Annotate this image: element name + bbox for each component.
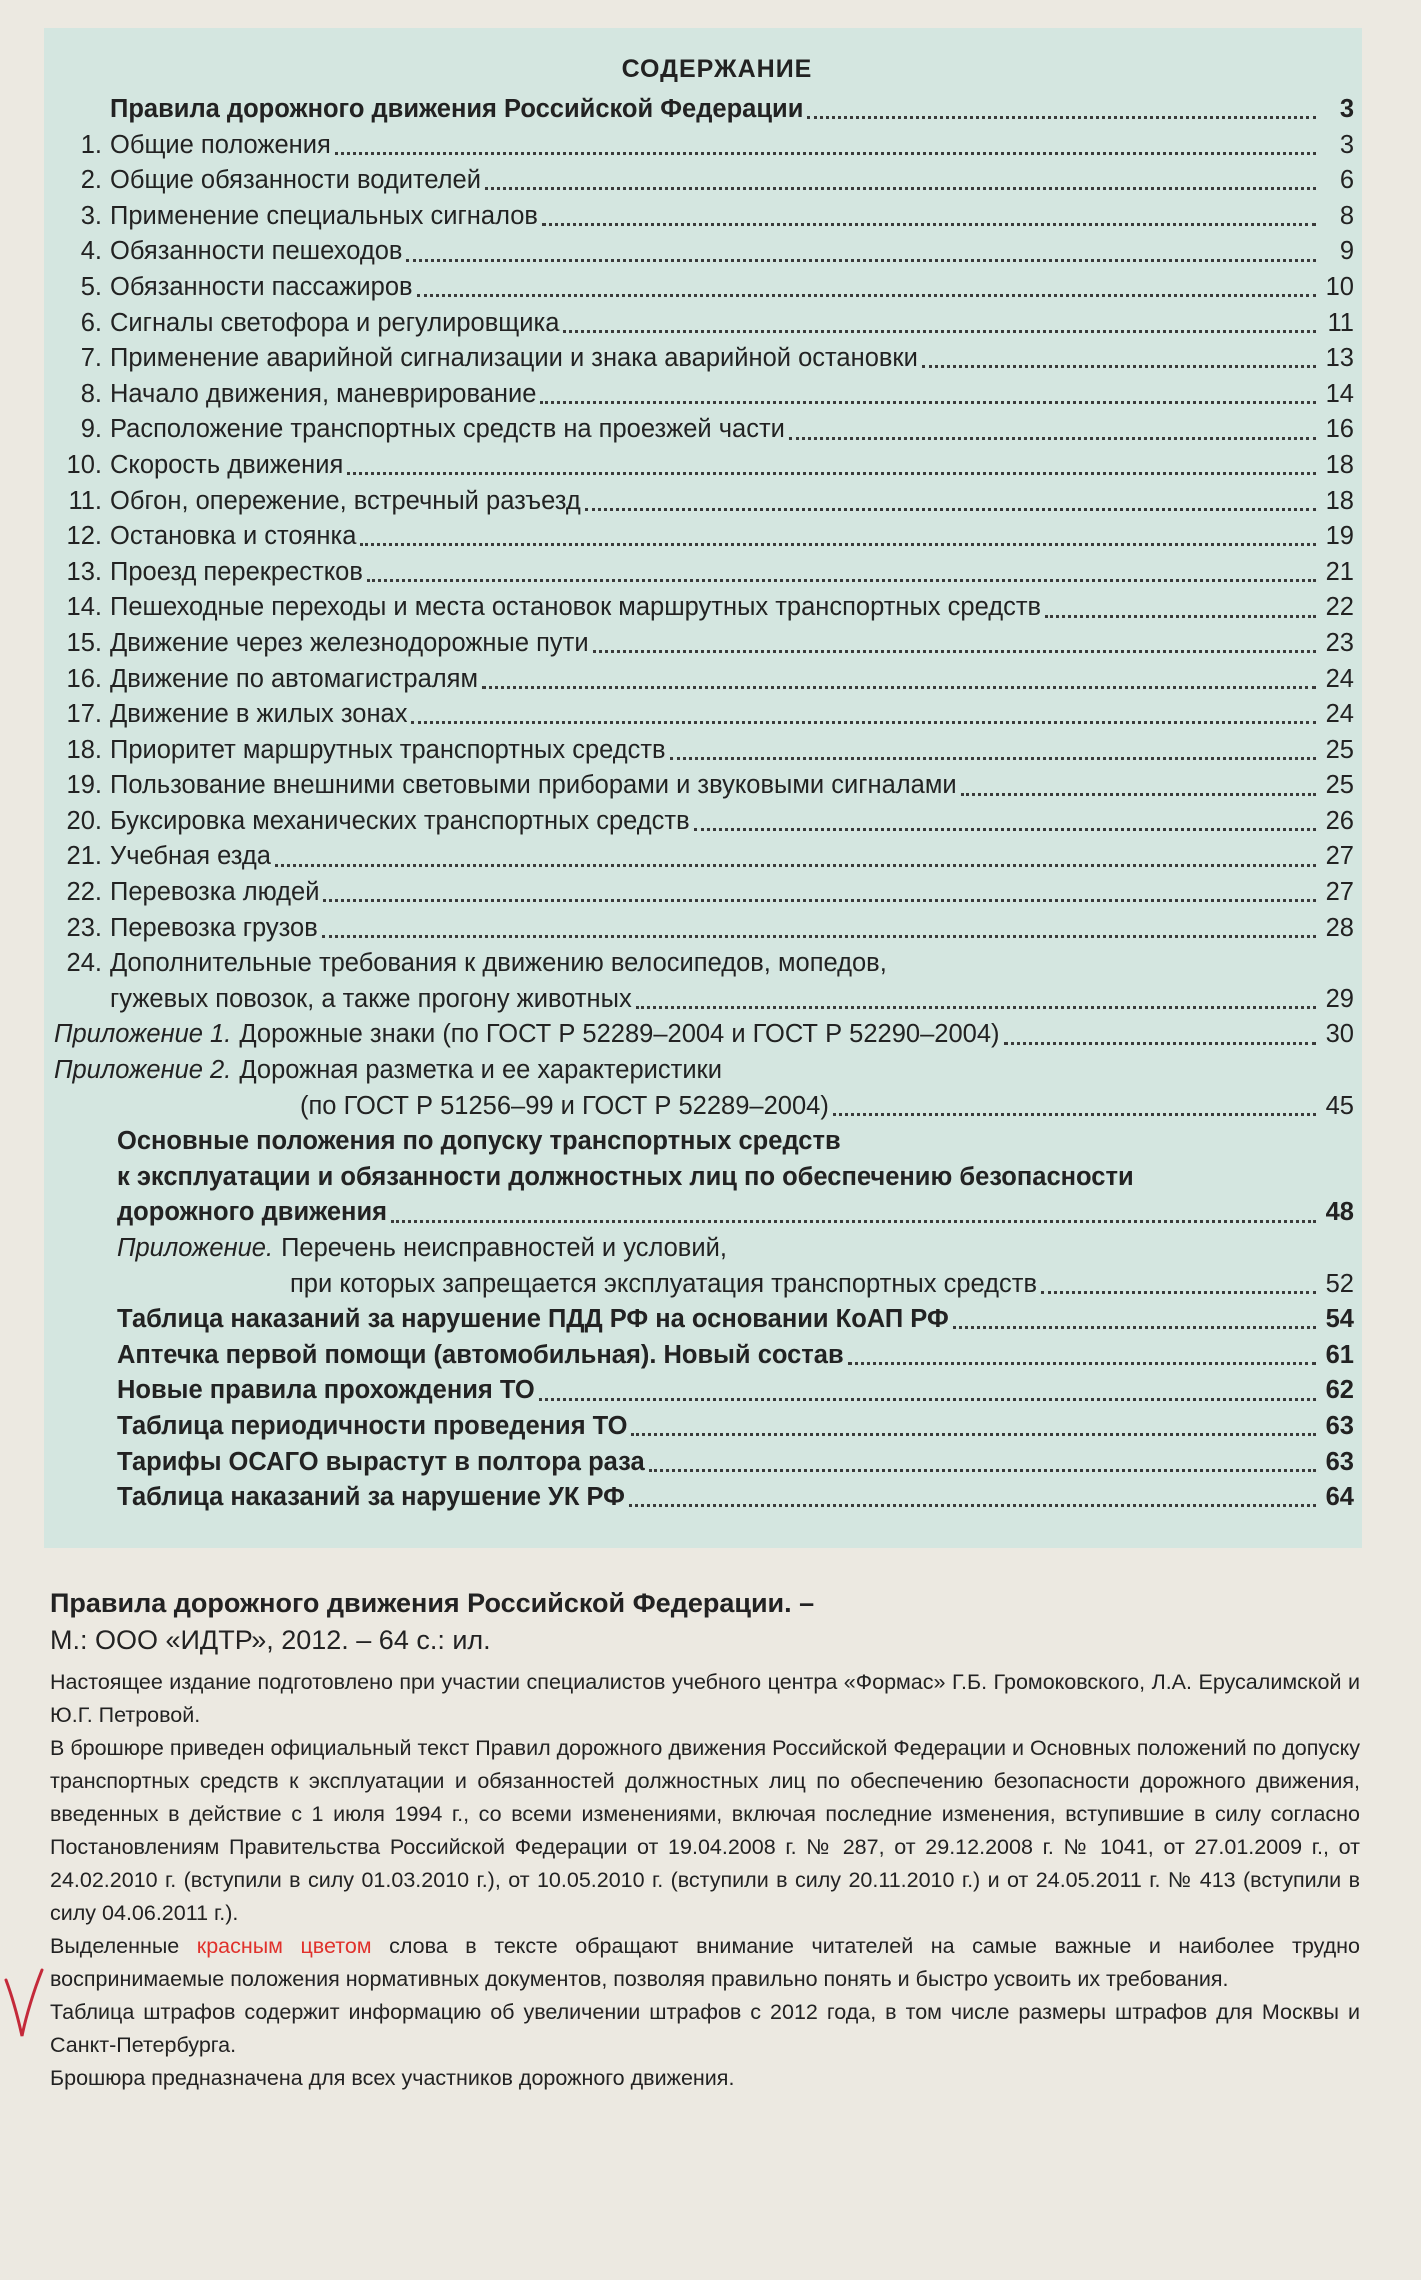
toc-number: 24. (66, 949, 102, 978)
toc-entry-title: Дополнительные требования к движению велосипедов, мопедов, (110, 949, 887, 978)
toc-page-number: 9 (1339, 237, 1354, 266)
toc-entry (50, 626, 1354, 662)
annotation-paragraph: Настоящее издание подготовлено при участии специалистов учебного центра «Формас» Г.Б. Громоковского, Л.А. Ерусалимской и Ю.Г. Петровой. (50, 1670, 1360, 1727)
dot-leader (636, 1006, 1316, 1009)
toc-page-number: 24 (1325, 664, 1354, 693)
biblio-title: Правила дорожного движения Российской Федерации. – (50, 1588, 815, 1618)
toc-page-number: 23 (1325, 628, 1354, 657)
toc-page-number: 18 (1325, 450, 1354, 479)
dot-leader (694, 828, 1316, 831)
dot-leader (593, 650, 1316, 653)
toc-entry-extra (50, 1338, 1354, 1374)
dot-leader (670, 757, 1316, 760)
toc-entry-24-continued (50, 982, 1354, 1018)
toc-entry (50, 128, 1354, 164)
toc-number: 18. (66, 735, 102, 764)
dot-leader (539, 1398, 1316, 1401)
toc-entry-basic-provisions (50, 1124, 1354, 1160)
annotation-paragraph (50, 1930, 1360, 1996)
toc-number: 1. (80, 130, 102, 159)
toc-entry-title: дорожного движения (117, 1198, 388, 1227)
dot-leader (367, 579, 1316, 582)
appendix-label: Приложение. (117, 1234, 274, 1262)
toc-entry-title: Таблица наказаний за нарушение ПДД РФ на основании КоАП РФ (117, 1305, 949, 1334)
toc-entry-extra (50, 1373, 1354, 1409)
dot-leader (1004, 1042, 1317, 1045)
toc-entry (50, 662, 1354, 698)
toc-page-number: 54 (1325, 1305, 1354, 1334)
dot-leader (417, 294, 1316, 297)
toc-entry-title: Общие положения (110, 130, 331, 159)
toc-entry (50, 306, 1354, 342)
dot-leader (629, 1504, 1316, 1507)
toc-page-number: 63 (1325, 1411, 1354, 1440)
toc-items-list (50, 128, 1354, 947)
toc-entry-title: Начало движения, маневрирование (110, 379, 537, 408)
toc-entry (50, 911, 1354, 947)
dot-leader (631, 1433, 1316, 1436)
toc-number: 23. (66, 913, 102, 942)
appendix-label: Приложение 2. (54, 1056, 232, 1085)
toc-entry-title: Перечень неисправностей и условий, (281, 1234, 727, 1262)
toc-entry-appendix-faults-continued (50, 1267, 1354, 1303)
toc-page-number: 14 (1325, 379, 1354, 408)
toc-entry-title: (по ГОСТ Р 51256–99 и ГОСТ Р 52289–2004) (300, 1091, 829, 1120)
toc-page-number: 11 (1327, 308, 1354, 337)
toc-entry-title: Обгон, опережение, встречный разъезд (110, 486, 581, 515)
toc-number: 21. (66, 842, 102, 871)
toc-heading: СОДЕРЖАНИЕ (621, 55, 813, 83)
toc-page-number: 64 (1325, 1483, 1354, 1512)
toc-entry-appendix-1 (50, 1017, 1354, 1053)
toc-entry (50, 484, 1354, 520)
toc-number: 2. (80, 166, 102, 195)
toc-entry-title: Проезд перекрестков (110, 557, 363, 586)
toc-page-number: 45 (1325, 1091, 1354, 1120)
toc-entry-title: Основные положения по допуску транспортных средств (117, 1127, 841, 1156)
toc-entry (50, 733, 1354, 769)
dot-leader (411, 721, 1316, 724)
annotation-paragraph: В брошюре приведен официальный текст Правил дорожного движения Российской Федерации и Основных положений по допуску транспортных средств к эксплуатации и обязанностей должностных лиц по обеспечению безопасности дорожного движения, введенных в действие с 1 июля 1994 г., со всеми изменениями, включая последние изменения, вступившие в силу согласно Постановлениям Правительства Российской Федерации от 19.04.2008 г. № 287, от 29.12.2008 г. № 1041, от 27.01.2009 г., от 24.02.2010 г. (вступили в силу 01.03.2010 г.), от 10.05.2010 г. (вступили в силу 20.11.2010 г.) и от 24.05.2011 г. № 413 (вступили в силу 04.06.2011 г.). (50, 1736, 1360, 1925)
toc-entry (50, 555, 1354, 591)
toc-entry-title: Дорожные знаки (по ГОСТ Р 52289–2004 и ГОСТ Р 52290–2004) (239, 1020, 1000, 1049)
toc-number: 3. (80, 201, 102, 230)
toc-number: 16. (66, 664, 102, 693)
toc-page-number: 61 (1325, 1340, 1354, 1369)
toc-entry-title: Скорость движения (110, 450, 344, 479)
toc-entry (50, 875, 1354, 911)
toc-page-number: 10 (1325, 272, 1354, 301)
annotation-text-fragment: слова в тексте обращают внимание читателей на самые важные и наиболее трудно воспринимаемые положения нормативных документов, позволяя правильно понять и быстро усвоить их требования. (50, 1934, 1361, 1991)
toc-number: 15. (66, 628, 102, 657)
toc-page-number: 3 (1339, 130, 1354, 159)
toc-entry-title: Приоритет маршрутных транспортных средств (110, 735, 666, 764)
toc-number: 10. (66, 450, 102, 479)
toc-number: 5. (80, 272, 102, 301)
dot-leader (961, 793, 1316, 796)
toc-number: 20. (66, 806, 102, 835)
toc-entry-title: Общие обязанности водителей (110, 166, 481, 195)
toc-page-number: 8 (1339, 201, 1354, 230)
toc-number: 8. (80, 379, 102, 408)
toc-entry-title: Учебная езда (110, 842, 271, 871)
toc-entry-title: Применение специальных сигналов (110, 201, 538, 230)
dot-leader (323, 899, 1316, 902)
toc-entry-title: Дорожная разметка и ее характеристики (239, 1056, 722, 1085)
toc-page-number: 19 (1325, 522, 1354, 551)
toc-entry-appendix-faults (50, 1231, 1354, 1267)
toc-page-number: 21 (1325, 557, 1354, 586)
dot-leader (953, 1326, 1316, 1329)
toc-page-number: 16 (1325, 415, 1354, 444)
dot-leader (848, 1362, 1316, 1365)
toc-entry-title: Расположение транспортных средств на проезжей части (110, 415, 785, 444)
toc-entry-title: к эксплуатации и обязанности должностных лиц по обеспечению безопасности (117, 1162, 1134, 1191)
handwritten-checkmark-icon (2, 1966, 46, 2046)
dot-leader (335, 152, 1316, 155)
toc-entry-title: Движение через железнодорожные пути (110, 628, 589, 657)
biblio-imprint: М.: ООО «ИДТР», 2012. – 64 с.: ил. (50, 1625, 491, 1655)
table-of-contents (44, 28, 1362, 1548)
toc-number: 12. (66, 522, 102, 551)
toc-entry-title: Правила дорожного движения Российской Федерации (110, 95, 804, 123)
dot-leader (585, 508, 1316, 511)
dot-leader (360, 543, 1316, 546)
dot-leader (833, 1113, 1316, 1116)
annotation-paragraph: Брошюра предназначена для всех участников дорожного движения. (50, 2066, 735, 2090)
appendix-label: Приложение 1. (54, 1020, 232, 1049)
dot-leader (482, 686, 1316, 689)
toc-entry-extra (50, 1445, 1354, 1481)
toc-entry (50, 839, 1354, 875)
toc-page-number: 27 (1325, 878, 1354, 907)
toc-extras-list (50, 1302, 1354, 1516)
toc-page-number: 63 (1325, 1447, 1354, 1476)
dot-leader (1045, 615, 1316, 618)
dot-leader (322, 935, 1316, 938)
toc-number: 14. (66, 593, 102, 622)
toc-entry (50, 270, 1354, 306)
toc-entry-title: Движение в жилых зонах (110, 700, 408, 729)
dot-leader (563, 330, 1316, 333)
toc-entry (50, 412, 1354, 448)
dot-leader (275, 864, 1316, 867)
toc-entry-basic-provisions-line3 (50, 1195, 1354, 1231)
dot-leader (649, 1469, 1316, 1472)
dot-leader (540, 401, 1316, 404)
toc-entry-title: Перевозка людей (110, 878, 320, 907)
toc-entry (50, 199, 1354, 235)
toc-entry-basic-provisions-line2 (50, 1160, 1354, 1196)
toc-entry-24 (50, 946, 1354, 982)
toc-entry-extra (50, 1409, 1354, 1445)
annotation-paragraph: Таблица штрафов содержит информацию об увеличении штрафов с 2012 года, в том числе размеры штрафов для Москвы и Санкт-Петербурга. (50, 2000, 1360, 2057)
dot-leader (807, 116, 1316, 119)
toc-page-number: 29 (1325, 984, 1354, 1013)
toc-page-number: 22 (1325, 593, 1354, 622)
toc-page-number: 24 (1325, 700, 1354, 729)
toc-entry (50, 804, 1354, 840)
dot-leader (406, 259, 1316, 262)
dot-leader (542, 223, 1316, 226)
toc-page-number: 26 (1325, 806, 1354, 835)
toc-entry-extra (50, 1302, 1354, 1338)
toc-entry-title: Таблица наказаний за нарушение УК РФ (117, 1483, 625, 1512)
toc-entry (50, 377, 1354, 413)
dot-leader (391, 1220, 1316, 1223)
toc-entry-title: Новые правила прохождения ТО (117, 1376, 535, 1405)
bibliographic-info (50, 1584, 1360, 2095)
toc-entry-title: при которых запрещается эксплуатация транспортных средств (290, 1269, 1037, 1298)
toc-entry-title: Сигналы светофора и регулировщика (110, 308, 560, 337)
toc-entry (50, 519, 1354, 555)
toc-entry-title: Применение аварийной сигнализации и знака аварийной остановки (110, 344, 918, 373)
toc-page-number: 48 (1325, 1198, 1354, 1227)
toc-entry (50, 697, 1354, 733)
toc-entry (50, 234, 1354, 270)
toc-entry-title: Пользование внешними световыми приборами и звуковыми сигналами (110, 771, 957, 800)
toc-number: 4. (80, 237, 102, 266)
toc-entry-title: Обязанности пешеходов (110, 237, 403, 266)
toc-page-number: 27 (1325, 842, 1354, 871)
toc-number: 22. (66, 878, 102, 907)
toc-page-number: 25 (1325, 771, 1354, 800)
toc-entry (50, 448, 1354, 484)
toc-page-number: 25 (1325, 735, 1354, 764)
dot-leader (485, 187, 1316, 190)
toc-entry (50, 768, 1354, 804)
dot-leader (347, 472, 1316, 475)
toc-entry-title: Буксировка механических транспортных средств (110, 806, 690, 835)
annotation-text-fragment: Выделенные (50, 1934, 197, 1958)
dot-leader (922, 365, 1316, 368)
toc-entry (50, 163, 1354, 199)
toc-page-number: 62 (1325, 1376, 1354, 1405)
toc-entry-title: Таблица периодичности проведения ТО (117, 1411, 628, 1440)
toc-entry-title: Остановка и стоянка (110, 522, 357, 551)
toc-number: 6. (80, 308, 102, 337)
toc-entry-appendix-2 (50, 1053, 1354, 1089)
toc-page-number: 3 (1339, 95, 1354, 123)
toc-page-number: 28 (1325, 913, 1354, 942)
toc-entry-title: Аптечка первой помощи (автомобильная). Новый состав (117, 1340, 844, 1369)
toc-entry-title: Обязанности пассажиров (110, 272, 413, 301)
toc-number: 11. (68, 486, 102, 515)
toc-number: 13. (66, 557, 102, 586)
toc-entry-title: Тарифы ОСАГО вырастут в полтора раза (117, 1447, 645, 1476)
toc-entry-title: Перевозка грузов (110, 913, 318, 942)
annotation-text (50, 1666, 1360, 2095)
toc-page-number: 6 (1339, 166, 1354, 195)
toc-page-number: 30 (1325, 1020, 1354, 1049)
toc-number: 9. (80, 415, 102, 444)
dot-leader (1041, 1291, 1316, 1294)
red-highlight-text: красным цветом (196, 1934, 372, 1958)
toc-number: 17. (66, 700, 102, 729)
toc-entry (50, 341, 1354, 377)
toc-page-number: 13 (1325, 344, 1354, 373)
dot-leader (789, 437, 1316, 440)
toc-page-number: 18 (1325, 486, 1354, 515)
toc-entry-title: Движение по автомагистралям (110, 664, 478, 693)
toc-entry (50, 590, 1354, 626)
toc-entry-title: гужевых повозок, а также прогону животных (110, 984, 632, 1013)
toc-number: 7. (80, 344, 102, 373)
toc-number: 19. (66, 771, 102, 800)
toc-entry-extra (50, 1480, 1354, 1516)
toc-entry-main-title (50, 92, 1354, 128)
toc-entry-appendix-2-continued (50, 1089, 1354, 1125)
toc-entry-title: Пешеходные переходы и места остановок маршрутных транспортных средств (110, 593, 1042, 622)
toc-page-number: 52 (1325, 1269, 1354, 1298)
